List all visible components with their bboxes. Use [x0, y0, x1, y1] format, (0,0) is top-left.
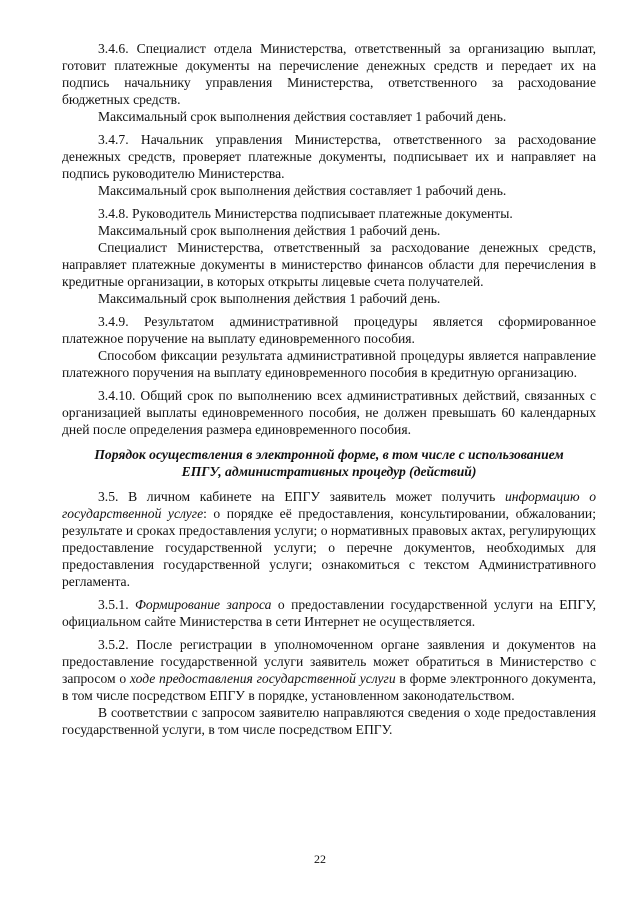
term-3-4-8-a: Максимальный срок выполнения действия 1 рабочий день.: [98, 223, 441, 238]
paragraph-3-5-2-response: В соответствии с запросом заявителю направляются сведения о ходе предоставления государственной услуги, в том числе посредством ЕПГУ.: [62, 705, 596, 737]
paragraph-3-5-2-text-b: в форме электронного документа, в том числе посредством ЕПГУ в порядке, установленном законодательством.: [62, 671, 596, 703]
paragraph-3-4-9: 3.4.9. Результатом административной процедуры является сформированное платежное поручение на выплату единовременного пособия.: [62, 314, 596, 346]
paragraph-3-5-text-a: 3.5. В личном кабинете на ЕПГУ заявитель может получить: [98, 489, 505, 504]
paragraph-3-4-6: 3.4.6. Специалист отдела Министерства, ответственный за организацию выплат, готовит платежные документы на перечисление денежных средств и передает их на подпись начальнику управления Министерства, ответственного за расходование бюджетных средств.: [62, 41, 596, 107]
paragraph-3-5-2-emphasis: ходе предоставления государственной услуги: [129, 671, 396, 686]
paragraph-3-5-1-text-b: о предоставлении государственной услуги на ЕПГУ, официальном сайте Министерства в сети Интернет не осуществляется.: [62, 597, 596, 629]
term-3-4-7: Максимальный срок выполнения действия составляет 1 рабочий день.: [98, 183, 507, 198]
paragraph-3-5-1: [62, 596, 596, 630]
term-3-4-8-b: Максимальный срок выполнения действия 1 рабочий день.: [98, 291, 441, 306]
paragraph-3-5: [62, 488, 596, 590]
paragraph-3-4-8-specialist: Специалист Министерства, ответственный за расходование денежных средств, направляет платежные документы в министерство финансов области для перечисления в кредитные организации, в которых открыты лицевые счета получателей.: [62, 240, 596, 289]
paragraph-3-5-1-text-a: 3.5.1.: [98, 597, 135, 612]
paragraph-3-4-8: 3.4.8. Руководитель Министерства подписывает платежные документы.: [98, 206, 513, 221]
term-3-4-6: Максимальный срок выполнения действия составляет 1 рабочий день.: [98, 109, 507, 124]
paragraph-3-4-10: 3.4.10. Общий срок по выполнению всех административных действий, связанных с организацией выплаты единовременного пособия, не должен превышать 60 календарных дней после определения размера единовременного пособия.: [62, 388, 596, 437]
paragraph-3-4-9-method: Способом фиксации результата административной процедуры является направление платежного поручения на выплату единовременного пособия в кредитную организацию.: [62, 348, 596, 380]
paragraph-3-5-text-b: : о порядке её предоставления, консультировании, обжаловании; результате и сроках предоставления услуги; о нормативных правовых актах, регулирующих предоставление государственной услуги; о перечне документов, необходимых для предоставления государственной услуги; ознакомиться с текстом Административного регламента.: [62, 506, 596, 589]
document-page: [62, 40, 596, 738]
section-heading-line-1: Порядок осуществления в электронной форме, в том числе с использованием: [94, 447, 564, 462]
paragraph-3-5-emphasis: информацию о государственной услуге: [62, 489, 597, 521]
section-heading: [62, 446, 596, 480]
section-heading-line-2: ЕПГУ, административных процедур (действий): [181, 464, 477, 479]
paragraph-3-5-1-emphasis: Формирование запроса: [135, 597, 272, 612]
paragraph-3-4-7: 3.4.7. Начальник управления Министерства, ответственного за расходование денежных средств, проверяет платежные документы, подписывает их и направляет на подпись руководителю Министерства.: [62, 132, 596, 181]
paragraph-3-5-2-text-a: 3.5.2. После регистрации в уполномоченном органе заявления и документов на предоставление государственной услуги заявитель может обратиться в Министерство с запросом о: [62, 637, 596, 686]
page-number: 22: [314, 852, 326, 866]
paragraph-3-5-2: [62, 636, 596, 704]
